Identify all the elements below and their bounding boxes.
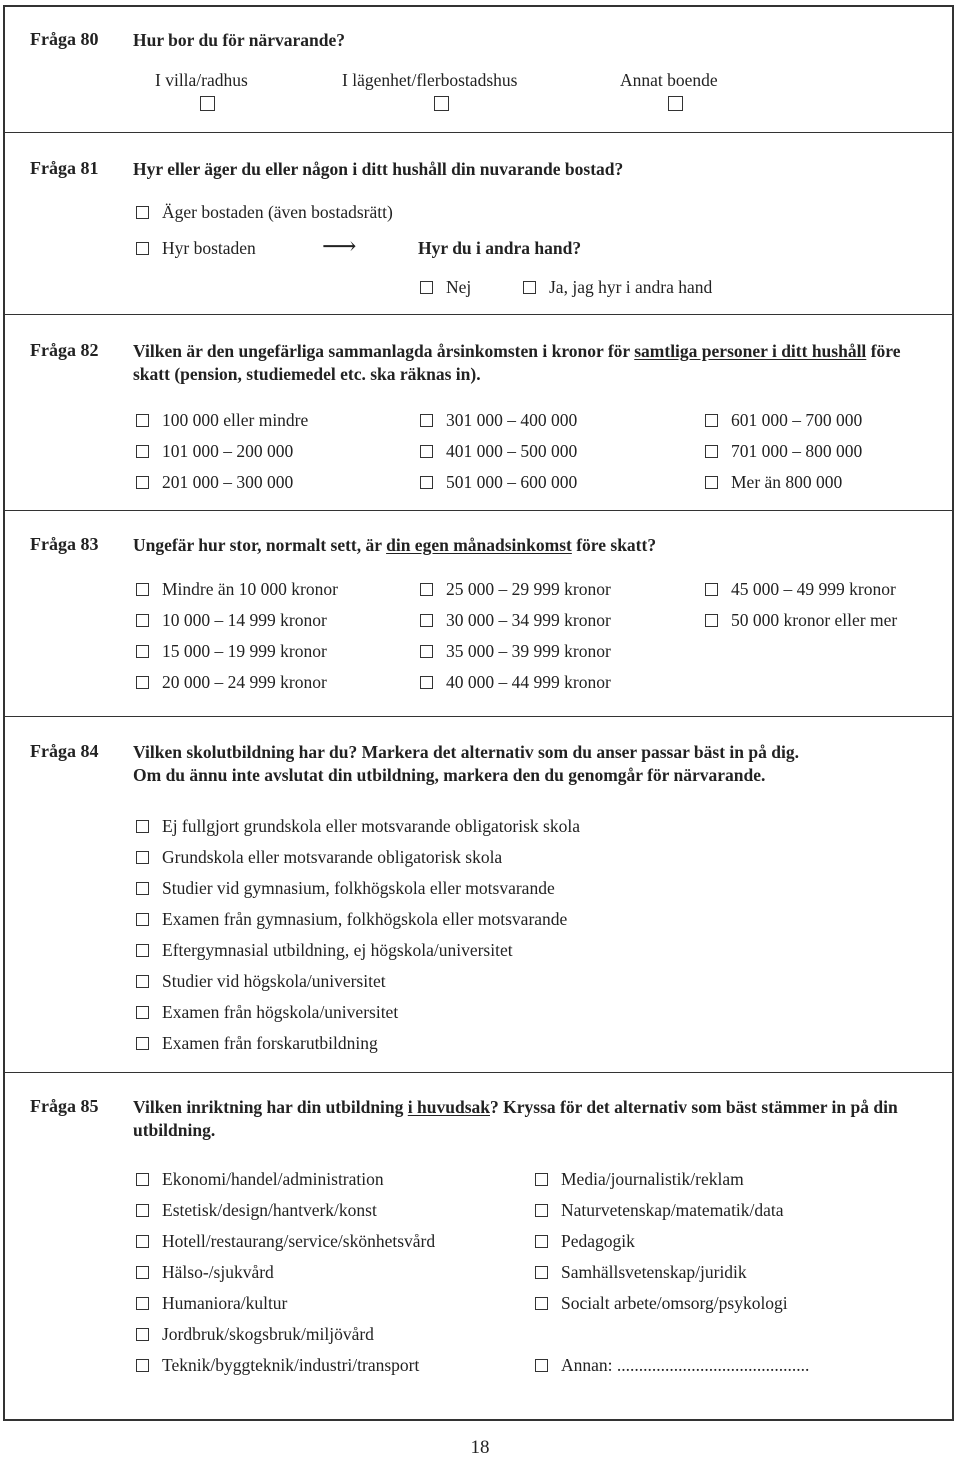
- option-label: Ekonomi/handel/administration: [162, 1169, 384, 1189]
- option[interactable]: [136, 672, 327, 692]
- checkbox[interactable]: [535, 1359, 548, 1372]
- checkbox[interactable]: [136, 944, 149, 957]
- checkbox[interactable]: [136, 1204, 149, 1217]
- checkbox[interactable]: [136, 242, 149, 255]
- checkbox[interactable]: [535, 1266, 548, 1279]
- option-label: 35 000 – 39 999 kronor: [446, 641, 611, 661]
- option-label: 15 000 – 19 999 kronor: [162, 641, 327, 661]
- option[interactable]: [420, 472, 577, 492]
- checkbox[interactable]: [420, 281, 433, 294]
- option[interactable]: [535, 1231, 635, 1251]
- option-label: 301 000 – 400 000: [446, 410, 578, 430]
- option[interactable]: [136, 816, 580, 836]
- option[interactable]: [523, 277, 712, 297]
- option[interactable]: [136, 1262, 274, 1282]
- checkbox[interactable]: [705, 583, 718, 596]
- option[interactable]: [136, 202, 393, 222]
- option[interactable]: [705, 610, 897, 630]
- option[interactable]: [136, 238, 256, 258]
- separator: [3, 716, 954, 717]
- option-label: Mindre än 10 000 kronor: [162, 579, 338, 599]
- option-label: Examen från forskarutbildning: [162, 1033, 378, 1053]
- separator: [3, 314, 954, 315]
- option[interactable]: [420, 410, 577, 430]
- option-label: Hälso-/sjukvård: [162, 1262, 274, 1282]
- option-label: 10 000 – 14 999 kronor: [162, 610, 327, 630]
- checkbox[interactable]: [420, 476, 433, 489]
- option-label: Annan: ............................................: [561, 1355, 810, 1375]
- option-label: 50 000 kronor eller mer: [731, 610, 898, 630]
- option-label: Studier vid gymnasium, folkhögskola eller motsvarande: [162, 878, 555, 898]
- question-text: Vilken är den ungefärliga sammanlagda årsinkomsten i kronor för samtliga personer i ditt hushåll före skatt (pension, studiemedel etc. ska räknas in).: [133, 341, 901, 384]
- option[interactable]: [420, 610, 611, 630]
- page-number: 18: [470, 1437, 490, 1458]
- checkbox[interactable]: [136, 1173, 149, 1186]
- option[interactable]: [136, 1002, 398, 1022]
- question-label: Fråga 81: [30, 158, 99, 178]
- option-label: Humaniora/kultur: [162, 1293, 288, 1313]
- checkbox[interactable]: [136, 851, 149, 864]
- option-checkbox[interactable]: [200, 96, 215, 111]
- option[interactable]: [705, 441, 862, 461]
- checkbox[interactable]: [420, 614, 433, 627]
- option[interactable]: [136, 1293, 287, 1313]
- option-label: I villa/radhus: [155, 70, 248, 90]
- checkbox[interactable]: [535, 1235, 548, 1248]
- option[interactable]: [136, 971, 386, 991]
- checkbox[interactable]: [136, 414, 149, 427]
- question-label: Fråga 83: [30, 534, 99, 554]
- question-text: Hyr eller äger du eller någon i ditt hushåll din nuvarande bostad?: [133, 159, 624, 179]
- checkbox[interactable]: [136, 614, 149, 627]
- option[interactable]: [136, 940, 513, 960]
- option-label: Grundskola eller motsvarande obligatorisk skola: [162, 847, 503, 867]
- option-label: Socialt arbete/omsorg/psykologi: [561, 1293, 788, 1313]
- checkbox[interactable]: [420, 583, 433, 596]
- checkbox[interactable]: [136, 882, 149, 895]
- option-label: 701 000 – 800 000: [731, 441, 863, 461]
- option-label: Mer än 800 000: [731, 472, 843, 492]
- checkbox[interactable]: [420, 676, 433, 689]
- checkbox[interactable]: [136, 1037, 149, 1050]
- checkbox[interactable]: [523, 281, 536, 294]
- option-label: 100 000 eller mindre: [162, 410, 309, 430]
- option-label: 201 000 – 300 000: [162, 472, 294, 492]
- checkbox[interactable]: [705, 414, 718, 427]
- option[interactable]: [705, 410, 862, 430]
- option[interactable]: [420, 277, 471, 297]
- option-label: 45 000 – 49 999 kronor: [731, 579, 896, 599]
- option[interactable]: [136, 1355, 419, 1375]
- option[interactable]: [705, 579, 896, 599]
- checkbox[interactable]: [136, 820, 149, 833]
- separator: [3, 132, 954, 133]
- option[interactable]: [420, 441, 577, 461]
- option-label: 101 000 – 200 000: [162, 441, 294, 461]
- option[interactable]: [136, 878, 555, 898]
- question-text: Vilken inriktning har din utbildning i huvudsak? Kryssa för det alternativ som bäst stämmer in på din utbildning.: [133, 1097, 898, 1140]
- checkbox[interactable]: [535, 1297, 548, 1310]
- checkbox[interactable]: [136, 583, 149, 596]
- checkbox[interactable]: [136, 1006, 149, 1019]
- option[interactable]: [420, 672, 611, 692]
- option-label: Jordbruk/skogsbruk/miljövård: [162, 1324, 374, 1344]
- checkbox[interactable]: [136, 1235, 149, 1248]
- question-label: Fråga 82: [30, 340, 99, 360]
- option[interactable]: [420, 641, 611, 661]
- checkbox[interactable]: [136, 676, 149, 689]
- question-label: Fråga 85: [30, 1096, 99, 1116]
- option[interactable]: [136, 610, 327, 630]
- option-label: 40 000 – 44 999 kronor: [446, 672, 611, 692]
- option-label: Äger bostaden (även bostadsrätt): [162, 202, 393, 222]
- option[interactable]: [136, 909, 567, 929]
- checkbox[interactable]: [535, 1173, 548, 1186]
- option[interactable]: [136, 1231, 435, 1251]
- checkbox[interactable]: [136, 1359, 149, 1372]
- separator: [3, 510, 954, 511]
- option-label: Studier vid högskola/universitet: [162, 971, 386, 991]
- option-label: Samhällsvetenskap/juridik: [561, 1262, 747, 1282]
- option-label: 601 000 – 700 000: [731, 410, 863, 430]
- option[interactable]: [136, 579, 338, 599]
- option[interactable]: [136, 1200, 377, 1220]
- question-text: Ungefär hur stor, normalt sett, är din egen månadsinkomst före skatt?: [133, 535, 657, 555]
- option[interactable]: [136, 1033, 378, 1053]
- checkbox[interactable]: [136, 1328, 149, 1341]
- checkbox[interactable]: [420, 645, 433, 658]
- option[interactable]: [535, 1200, 784, 1220]
- option[interactable]: [535, 1293, 788, 1313]
- option-label: Eftergymnasial utbildning, ej högskola/universitet: [162, 940, 513, 960]
- option-label: Pedagogik: [561, 1231, 635, 1251]
- checkbox[interactable]: [136, 445, 149, 458]
- checkbox[interactable]: [136, 1266, 149, 1279]
- option[interactable]: [535, 1262, 747, 1282]
- question-text: Vilken skolutbildning har du? Markera det alternativ som du anser passar bäst in på dig.: [133, 742, 799, 762]
- option-label: Estetisk/design/hantverk/konst: [162, 1200, 377, 1220]
- option-label: Teknik/byggteknik/industri/transport: [162, 1355, 420, 1375]
- checkbox[interactable]: [705, 445, 718, 458]
- option-label: Naturvetenskap/matematik/data: [561, 1200, 784, 1220]
- option[interactable]: [136, 847, 502, 867]
- option[interactable]: [420, 579, 611, 599]
- option[interactable]: [136, 441, 293, 461]
- checkbox[interactable]: [136, 1297, 149, 1310]
- option[interactable]: [136, 641, 327, 661]
- option-label: Ja, jag hyr i andra hand: [549, 277, 713, 297]
- option-label: Nej: [446, 277, 472, 297]
- checkbox[interactable]: [136, 913, 149, 926]
- option[interactable]: [535, 1355, 809, 1375]
- checkbox[interactable]: [705, 614, 718, 627]
- checkbox[interactable]: [136, 645, 149, 658]
- option-label: I lägenhet/flerbostadshus: [342, 70, 518, 90]
- option[interactable]: [705, 472, 842, 492]
- option-label: 401 000 – 500 000: [446, 441, 578, 461]
- question-text: Hur bor du för närvarande?: [133, 30, 345, 50]
- option-label: 501 000 – 600 000: [446, 472, 578, 492]
- option[interactable]: [136, 472, 293, 492]
- option-label: Examen från gymnasium, folkhögskola eller motsvarande: [162, 909, 568, 929]
- separator: [3, 1072, 954, 1073]
- question-text: Om du ännu inte avslutat din utbildning, markera den du genomgår för närvarande.: [133, 765, 766, 785]
- question-label: Fråga 80: [30, 29, 99, 49]
- option-label: 30 000 – 34 999 kronor: [446, 610, 611, 630]
- arrow-icon: ⟶: [322, 234, 357, 260]
- checkbox[interactable]: [136, 206, 149, 219]
- checkbox[interactable]: [420, 445, 433, 458]
- question-label: Fråga 84: [30, 741, 99, 761]
- option-label: Annat boende: [620, 70, 718, 90]
- option[interactable]: [535, 1169, 744, 1189]
- checkbox[interactable]: [420, 414, 433, 427]
- option-label: Media/journalistik/reklam: [561, 1169, 744, 1189]
- option[interactable]: [136, 1324, 374, 1344]
- option-label: Hotell/restaurang/service/skönhetsvård: [162, 1231, 436, 1251]
- option-label: Ej fullgjort grundskola eller motsvarande obligatorisk skola: [162, 816, 580, 836]
- option-checkbox[interactable]: [434, 96, 449, 111]
- checkbox[interactable]: [705, 476, 718, 489]
- option-label: Examen från högskola/universitet: [162, 1002, 399, 1022]
- option[interactable]: [136, 1169, 384, 1189]
- followup-question: Hyr du i andra hand?: [418, 238, 582, 258]
- checkbox[interactable]: [136, 476, 149, 489]
- option-label: 20 000 – 24 999 kronor: [162, 672, 327, 692]
- option[interactable]: [136, 410, 308, 430]
- checkbox[interactable]: [136, 975, 149, 988]
- option-label: Hyr bostaden: [162, 238, 256, 258]
- option-label: 25 000 – 29 999 kronor: [446, 579, 611, 599]
- checkbox[interactable]: [535, 1204, 548, 1217]
- option-checkbox[interactable]: [668, 96, 683, 111]
